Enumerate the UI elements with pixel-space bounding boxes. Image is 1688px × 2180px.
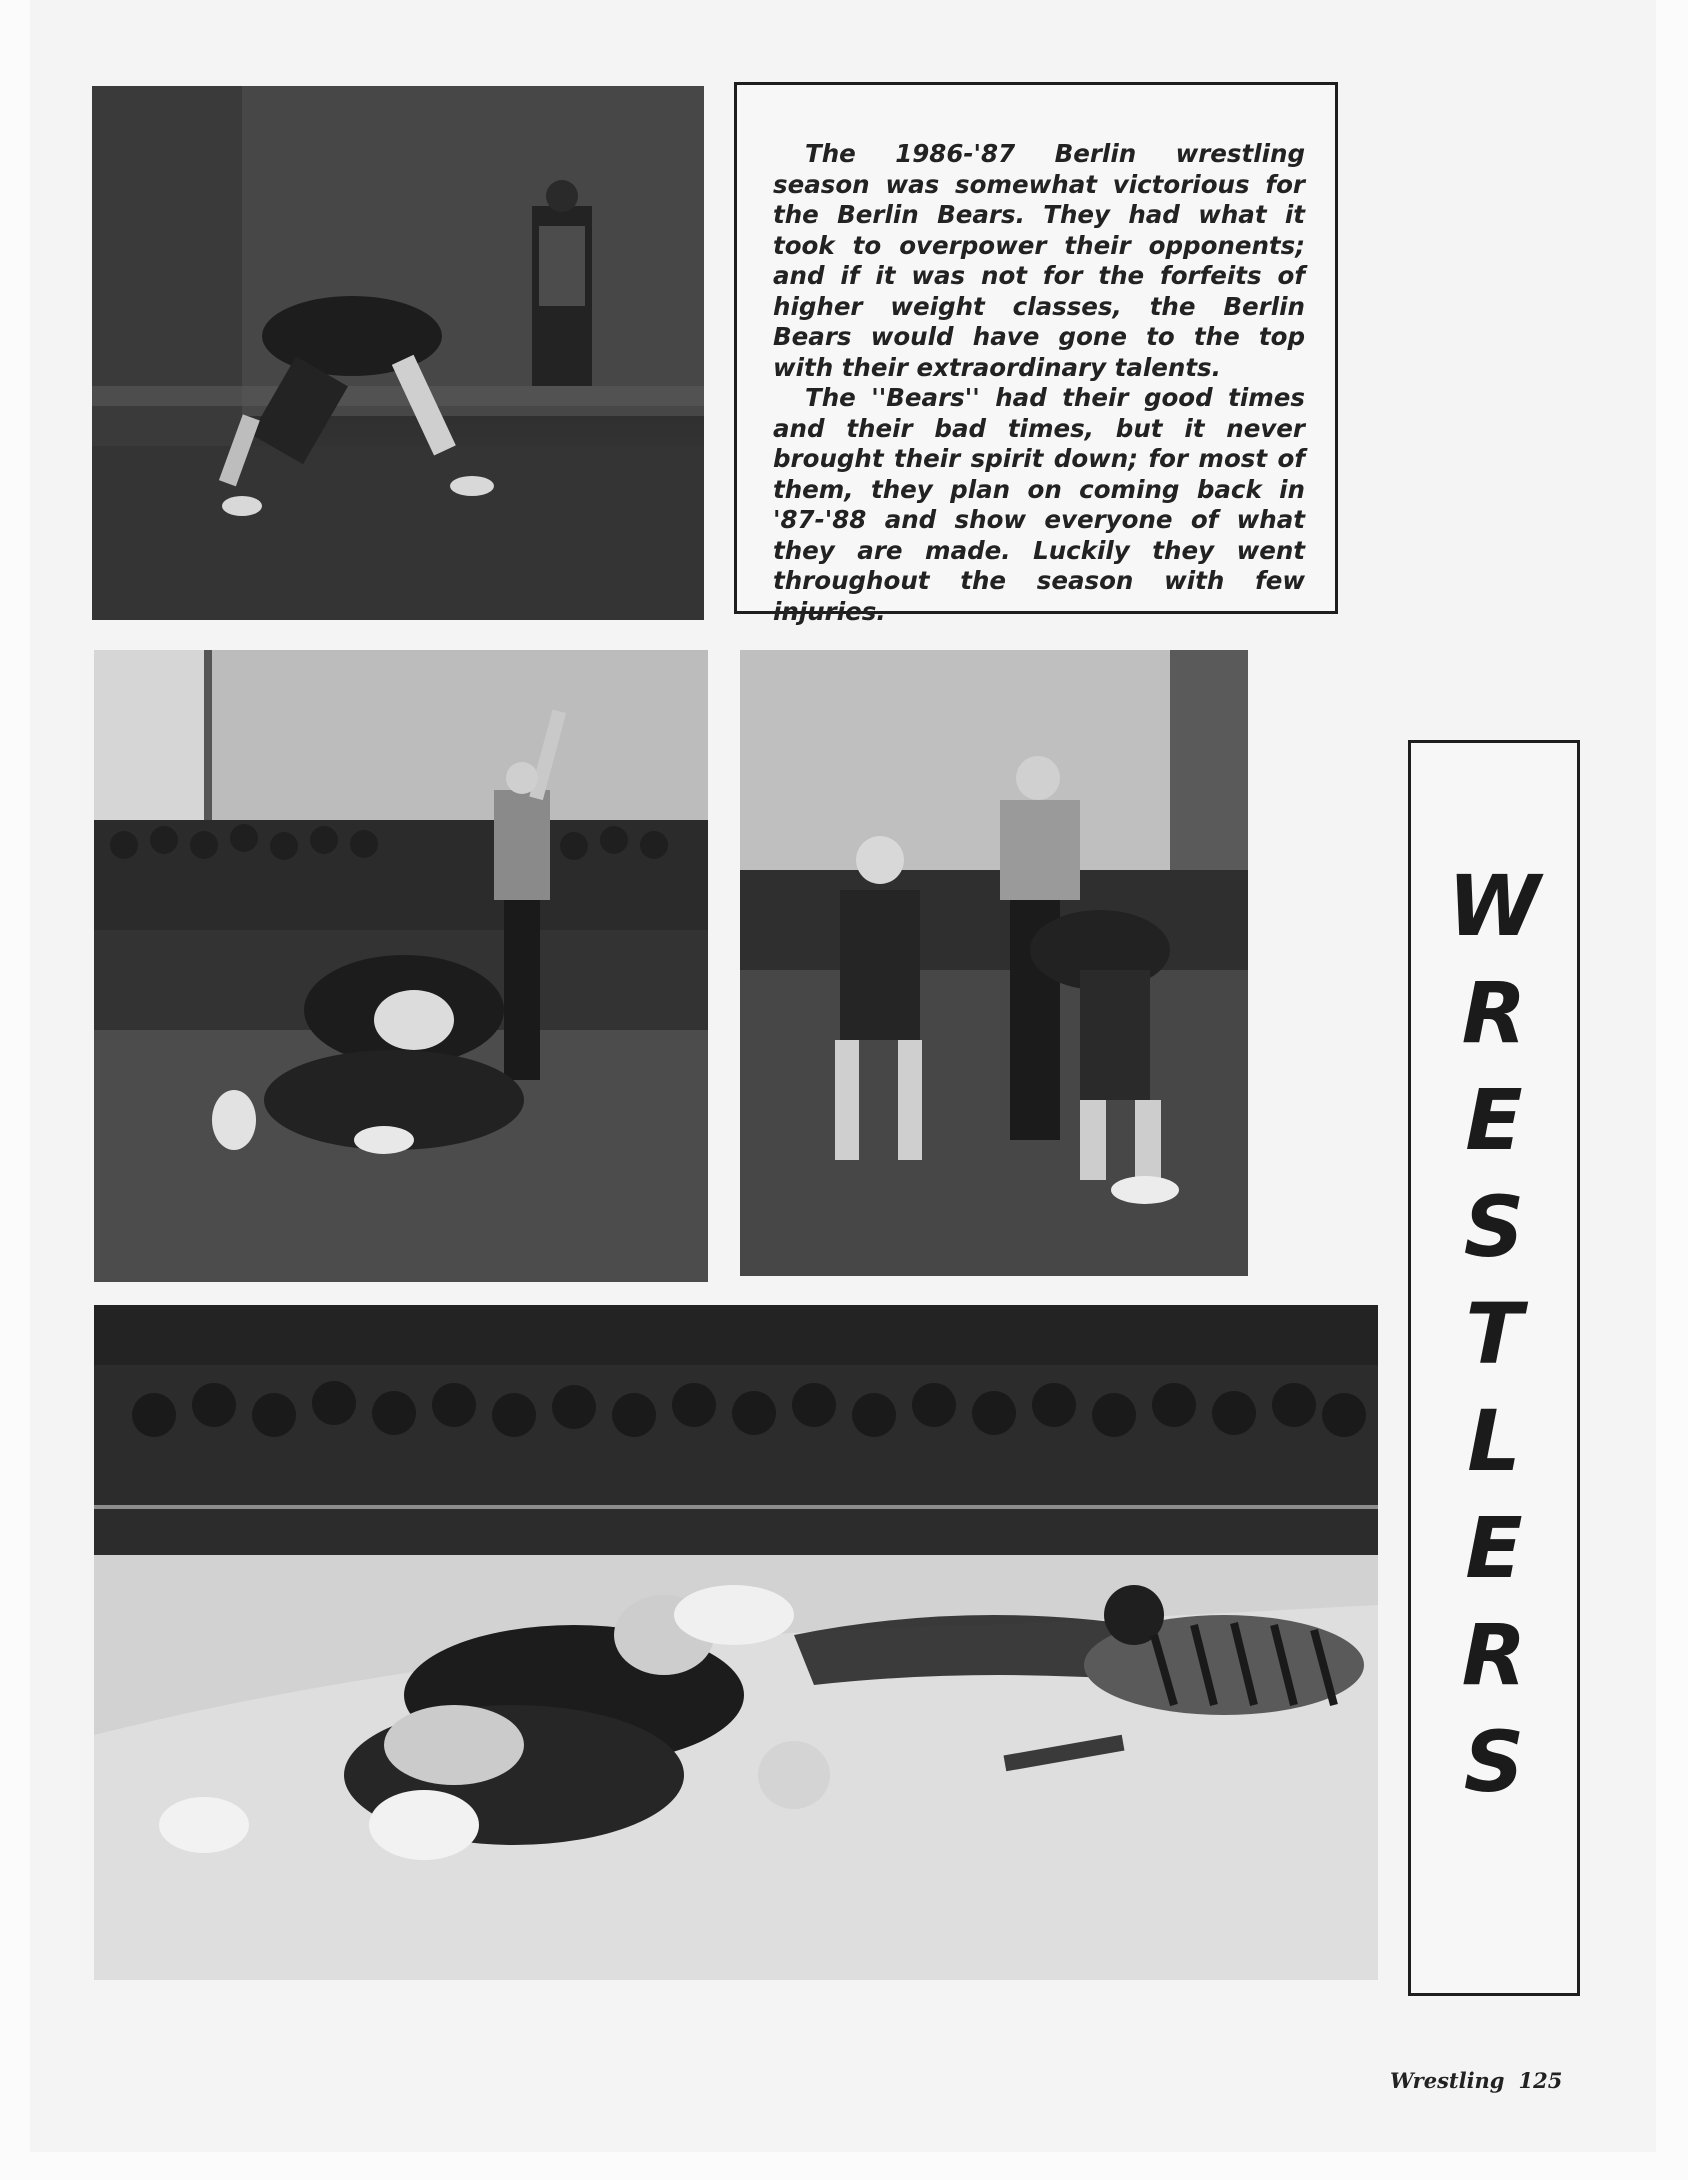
title-letter: T — [1465, 1285, 1523, 1383]
footer-section: Wrestling — [1390, 2068, 1505, 2093]
title-letter: R — [1461, 1606, 1527, 1704]
title-letter: E — [1465, 1499, 1523, 1597]
page-footer — [1390, 2068, 1562, 2093]
photo-wrestlers-on-mat — [94, 1305, 1378, 1980]
title-wrestlers — [1411, 853, 1577, 1816]
title-letter: E — [1465, 1071, 1523, 1169]
article-paragraph-1: The 1986-'87 Berlin wrestling season was somewhat victorious for the Berlin Bears. They had what it took to overpower their opponents; and if it was not for the forfeits of higher weight classes, the Berlin Bears would have gone to the top with their extraordinary talents. — [773, 139, 1305, 382]
photo-wrestlers-standing — [740, 650, 1248, 1276]
title-letter: S — [1463, 1713, 1525, 1811]
title-box — [1408, 740, 1580, 1996]
article-paragraph-2: The ''Bears'' had their good times and their bad times, but it never brought their spirit down; for most of them, they plan on coming back in '87-'88 and show everyone of what they are made. Luckily they went throughout the season with few injuries. — [773, 383, 1305, 626]
title-letter: L — [1467, 1392, 1521, 1490]
yearbook-page — [30, 0, 1656, 2152]
photo-wrestlers-grappling — [94, 650, 708, 1282]
article-text-box — [734, 82, 1338, 626]
title-letter: W — [1447, 857, 1541, 955]
title-letter: S — [1463, 1178, 1525, 1276]
page-number: 125 — [1518, 2068, 1563, 2093]
title-letter: R — [1461, 964, 1527, 1062]
photo-wrestlers-lunging — [92, 86, 704, 620]
